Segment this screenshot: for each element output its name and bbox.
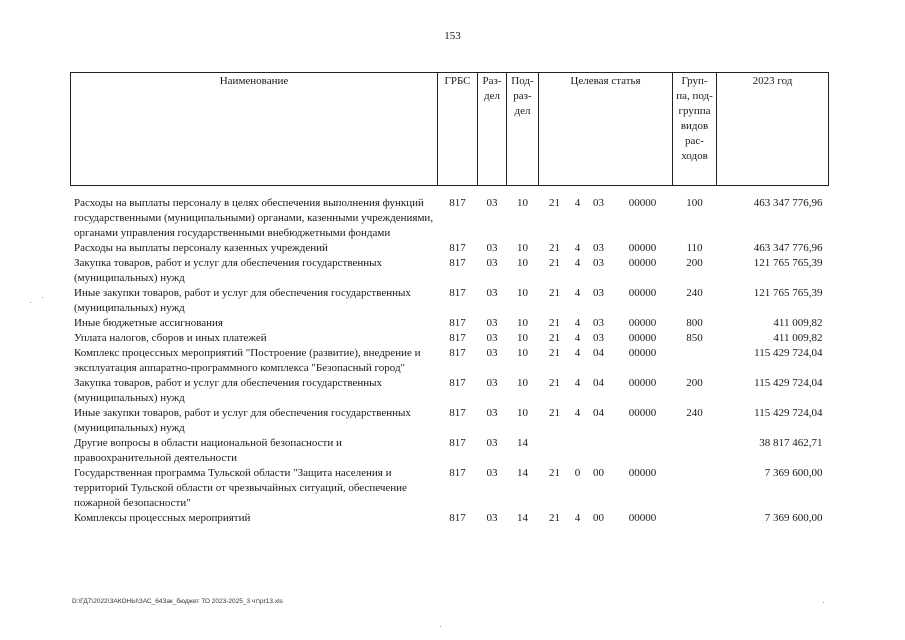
row-cs-subprogram-cell: 04 xyxy=(593,347,604,359)
row-podrazdel-cell: 14 xyxy=(517,437,528,449)
row-vr-cell xyxy=(673,436,717,466)
row-podrazdel-cell: 10 xyxy=(517,197,528,209)
table-row xyxy=(71,331,829,346)
scan-speck xyxy=(440,626,441,627)
row-podrazdel-cell: 10 xyxy=(517,347,528,359)
row-sum-cell: 7 369 600,00 xyxy=(764,467,823,479)
row-cs-type-cell: 4 xyxy=(574,347,581,359)
row-cs-subprogram-cell: 04 xyxy=(593,407,604,419)
row-cs-subprogram-cell: 04 xyxy=(593,377,604,389)
table-row xyxy=(71,466,829,511)
row-name-cell: Другие вопросы в области национальной безопасности и правоохранительной деятельности xyxy=(74,437,342,464)
row-grbs-cell: 817 xyxy=(449,467,466,479)
row-razdel-cell: 03 xyxy=(486,317,498,329)
header-razdel xyxy=(478,73,507,186)
row-grbs-cell: 817 xyxy=(449,347,466,359)
table-row xyxy=(71,406,829,436)
row-cs-direction-cell: 00000 xyxy=(628,377,657,389)
row-vr-cell: 200 xyxy=(686,377,703,389)
row-razdel-cell: 03 xyxy=(486,377,498,389)
row-razdel-cell: 03 xyxy=(486,467,498,479)
row-cs-program-cell: 21 xyxy=(549,317,560,329)
row-podrazdel-cell: 10 xyxy=(517,287,528,299)
row-vr-cell xyxy=(673,466,717,511)
header-razdel-line: Раз- xyxy=(482,75,502,87)
row-vr-cell: 240 xyxy=(686,407,703,419)
row-name-cell: Комплекс процессных мероприятий "Построение (развитие), внедрение и эксплуатация аппаратно-программного комплекса "Безопасный город" xyxy=(74,347,421,374)
row-vr-cell: 200 xyxy=(686,257,703,269)
row-cs-subprogram-cell: 03 xyxy=(593,197,604,209)
row-vr-cell xyxy=(673,346,717,376)
header-razdel-line: дел xyxy=(484,90,500,102)
row-podrazdel-cell: 10 xyxy=(517,377,528,389)
header-podrazdel-line: Под- xyxy=(511,75,534,87)
row-cs-direction-cell: 00000 xyxy=(628,407,657,419)
row-name-cell: Расходы на выплаты персоналу казенных учреждений xyxy=(74,242,328,254)
table-row xyxy=(71,286,829,316)
row-cs-program-cell: 21 xyxy=(549,512,560,524)
table-row xyxy=(71,436,829,466)
header-gruppa-line: видов xyxy=(680,120,709,132)
row-podrazdel-cell: 14 xyxy=(517,467,528,479)
header-name: Наименование xyxy=(71,73,438,186)
table-body xyxy=(71,186,829,527)
row-cs-direction-cell: 00000 xyxy=(628,347,657,359)
header-podrazdel-line: раз- xyxy=(513,90,532,102)
row-grbs-cell: 817 xyxy=(449,242,466,254)
row-sum-cell: 411 009,82 xyxy=(773,332,823,344)
row-cs-direction-cell: 00000 xyxy=(628,257,657,269)
row-cs-subprogram-cell: 00 xyxy=(593,512,604,524)
scan-speck xyxy=(823,602,824,603)
row-sum-cell: 463 347 776,96 xyxy=(753,197,823,209)
row-cs-subprogram-cell: 03 xyxy=(593,332,604,344)
row-cs-subprogram-cell xyxy=(585,436,613,466)
row-grbs-cell: 817 xyxy=(449,197,466,209)
table-row xyxy=(71,256,829,286)
row-sum-cell: 463 347 776,96 xyxy=(753,242,823,254)
row-sum-cell: 38 817 462,71 xyxy=(759,437,823,449)
row-grbs-cell: 817 xyxy=(449,317,466,329)
row-cs-direction-cell xyxy=(613,436,673,466)
table-row xyxy=(71,186,829,242)
row-cs-program-cell: 21 xyxy=(549,332,560,344)
row-name-cell: Расходы на выплаты персоналу в целях обеспечения выполнения функций государственными (муниципальными) органами, казенными учреждениями, органами управления государственными внебюджетными фондами xyxy=(74,197,434,239)
row-name-cell: Комплексы процессных мероприятий xyxy=(74,512,251,524)
table-row xyxy=(71,511,829,526)
row-sum-cell: 115 429 724,04 xyxy=(754,377,823,389)
row-razdel-cell: 03 xyxy=(486,347,498,359)
row-grbs-cell: 817 xyxy=(449,512,466,524)
row-cs-type-cell: 4 xyxy=(574,512,581,524)
row-cs-program-cell: 21 xyxy=(549,467,560,479)
row-name-cell: Закупка товаров, работ и услуг для обеспечения государственных (муниципальных) нужд xyxy=(74,257,383,284)
header-gruppa xyxy=(673,73,717,186)
row-podrazdel-cell: 10 xyxy=(517,257,528,269)
row-grbs-cell: 817 xyxy=(449,287,466,299)
row-cs-direction-cell: 00000 xyxy=(628,467,657,479)
row-razdel-cell: 03 xyxy=(486,197,498,209)
row-grbs-cell: 817 xyxy=(449,332,466,344)
row-cs-subprogram-cell: 03 xyxy=(593,287,604,299)
row-cs-direction-cell: 00000 xyxy=(628,197,657,209)
file-path-footer: D:\ГД7\2022\ЗАКОНЫ\ЗАС_64Зак_бюджет ТО 2023-2025_3 чт\pr13.xls xyxy=(72,598,283,605)
row-vr-cell: 240 xyxy=(686,287,703,299)
table-row xyxy=(71,241,829,256)
row-podrazdel-cell: 14 xyxy=(517,512,528,524)
row-sum-cell: 411 009,82 xyxy=(773,317,823,329)
row-cs-program-cell xyxy=(539,436,571,466)
table-header xyxy=(71,73,829,186)
header-celevaya: Целевая статья xyxy=(539,73,673,186)
row-name-cell: Иные закупки товаров, работ и услуг для обеспечения государственных (муниципальных) нужд xyxy=(74,287,411,314)
row-name-cell: Иные закупки товаров, работ и услуг для обеспечения государственных (муниципальных) нужд xyxy=(74,407,411,434)
header-podrazdel xyxy=(507,73,539,186)
scan-speck xyxy=(30,302,31,303)
row-sum-cell: 7 369 600,00 xyxy=(764,512,823,524)
header-gruppa-line: Груп- xyxy=(681,75,708,87)
row-cs-direction-cell: 00000 xyxy=(628,317,657,329)
row-razdel-cell: 03 xyxy=(486,437,498,449)
table-row xyxy=(71,376,829,406)
row-vr-cell xyxy=(673,511,717,526)
table-row xyxy=(71,346,829,376)
row-grbs-cell: 817 xyxy=(449,407,466,419)
row-razdel-cell: 03 xyxy=(486,512,498,524)
row-cs-type-cell: 4 xyxy=(574,197,581,209)
row-razdel-cell: 03 xyxy=(486,242,498,254)
row-cs-direction-cell: 00000 xyxy=(628,242,657,254)
row-cs-type-cell: 4 xyxy=(574,377,581,389)
row-cs-type-cell: 4 xyxy=(574,317,581,329)
row-cs-type-cell: 4 xyxy=(574,407,581,419)
row-cs-type-cell xyxy=(571,436,585,466)
row-cs-program-cell: 21 xyxy=(549,377,560,389)
row-razdel-cell: 03 xyxy=(486,257,498,269)
row-cs-subprogram-cell: 00 xyxy=(593,467,604,479)
table-row xyxy=(71,316,829,331)
header-gruppa-line: па, под- xyxy=(676,90,713,102)
header-gruppa-line: ходов xyxy=(681,150,708,162)
row-cs-program-cell: 21 xyxy=(549,407,560,419)
row-grbs-cell: 817 xyxy=(449,437,466,449)
row-vr-cell: 100 xyxy=(686,197,703,209)
row-podrazdel-cell: 10 xyxy=(517,332,528,344)
row-cs-type-cell: 4 xyxy=(574,257,581,269)
row-sum-cell: 121 765 765,39 xyxy=(753,257,823,269)
row-sum-cell: 121 765 765,39 xyxy=(753,287,823,299)
row-cs-direction-cell: 00000 xyxy=(628,512,657,524)
row-cs-program-cell: 21 xyxy=(549,257,560,269)
row-razdel-cell: 03 xyxy=(486,332,498,344)
row-grbs-cell: 817 xyxy=(449,257,466,269)
row-razdel-cell: 03 xyxy=(486,287,498,299)
header-grbs: ГРБС xyxy=(438,73,478,186)
row-sum-cell: 115 429 724,04 xyxy=(754,407,823,419)
row-cs-subprogram-cell: 03 xyxy=(593,242,604,254)
header-gruppa-line: группа xyxy=(678,105,711,117)
row-cs-type-cell: 0 xyxy=(574,467,581,479)
row-cs-direction-cell: 00000 xyxy=(628,287,657,299)
header-year: 2023 год xyxy=(717,73,829,186)
row-podrazdel-cell: 10 xyxy=(517,317,528,329)
row-cs-program-cell: 21 xyxy=(549,242,560,254)
row-vr-cell: 800 xyxy=(686,317,703,329)
row-razdel-cell: 03 xyxy=(486,407,498,419)
row-name-cell: Государственная программа Тульской области "Защита населения и территорий Тульской области от чрезвычайных ситуаций, обеспечение пожарной безопасности" xyxy=(74,467,407,509)
row-grbs-cell: 817 xyxy=(449,377,466,389)
row-cs-type-cell: 4 xyxy=(574,332,581,344)
budget-table xyxy=(70,72,829,526)
row-cs-type-cell: 4 xyxy=(574,242,581,254)
row-vr-cell: 850 xyxy=(686,332,703,344)
row-cs-program-cell: 21 xyxy=(549,347,560,359)
row-name-cell: Уплата налогов, сборов и иных платежей xyxy=(74,332,267,344)
row-cs-subprogram-cell: 03 xyxy=(593,317,604,329)
row-vr-cell: 110 xyxy=(686,242,703,254)
row-sum-cell: 115 429 724,04 xyxy=(754,347,823,359)
row-name-cell: Закупка товаров, работ и услуг для обеспечения государственных (муниципальных) нужд xyxy=(74,377,383,404)
page-number: 153 xyxy=(444,30,461,42)
row-cs-subprogram-cell: 03 xyxy=(593,257,604,269)
scan-speck xyxy=(42,297,43,298)
row-podrazdel-cell: 10 xyxy=(517,407,528,419)
row-cs-direction-cell: 00000 xyxy=(628,332,657,344)
row-name-cell: Иные бюджетные ассигнования xyxy=(74,317,223,329)
header-gruppa-line: рас- xyxy=(685,135,704,147)
row-cs-type-cell: 4 xyxy=(574,287,581,299)
row-podrazdel-cell: 10 xyxy=(517,242,528,254)
row-cs-program-cell: 21 xyxy=(549,197,560,209)
row-cs-program-cell: 21 xyxy=(549,287,560,299)
header-podrazdel-line: дел xyxy=(514,105,531,117)
